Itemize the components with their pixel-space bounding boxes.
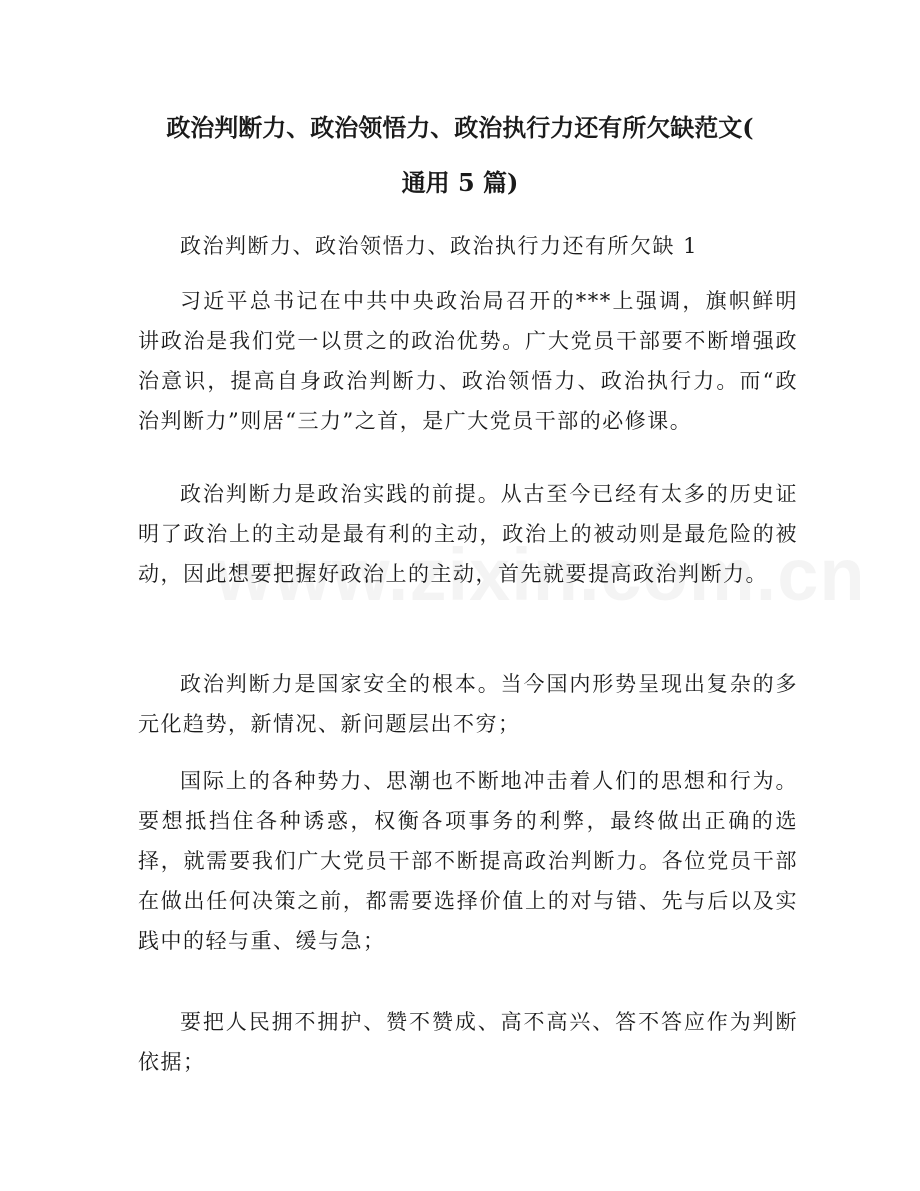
document-title-line-1: 政治判断力、政治领悟力、政治执行力还有所欠缺范文( — [166, 113, 754, 142]
body-paragraph-1: 习近平总书记在中共中央政治局召开的***上强调，旗帜鲜明讲政治是我们党一以贯之的政治优势。广大党员干部要不断增强政治意识，提高自身政治判断力、政治领悟力、政治执行力。而“政治判断力”则居“三力”之首，是广大党员干部的必修课。 — [138, 289, 798, 433]
body-paragraph-4: 国际上的各种势力、思潮也不断地冲击着人们的思想和行为。要想抵挡住各种诱惑，权衡各项事务的利弊，最终做出正确的选择，就需要我们广大党员干部不断提高政治判断力。各位党员干部在做出任何决策之前，都需要选择价值上的对与错、先与后以及实践中的轻与重、缓与急； — [138, 769, 798, 953]
document-title-line-2: 通用 5 篇) — [401, 168, 519, 197]
body-paragraph-3: 政治判断力是国家安全的根本。当今国内形势呈现出复杂的多元化趋势，新情况、新问题层出不穷； — [138, 672, 798, 736]
section-heading: 政治判断力、政治领悟力、政治执行力还有所欠缺 1 — [180, 234, 699, 258]
body-paragraph-5: 要把人民拥不拥护、赞不赞成、高不高兴、答不答应作为判断依据； — [138, 1010, 798, 1074]
body-paragraph-2: 政治判断力是政治实践的前提。从古至今已经有太多的历史证明了政治上的主动是最有利的主动，政治上的被动则是最危险的被动，因此想要把握好政治上的主动，首先就要提高政治判断力。 — [138, 482, 798, 586]
